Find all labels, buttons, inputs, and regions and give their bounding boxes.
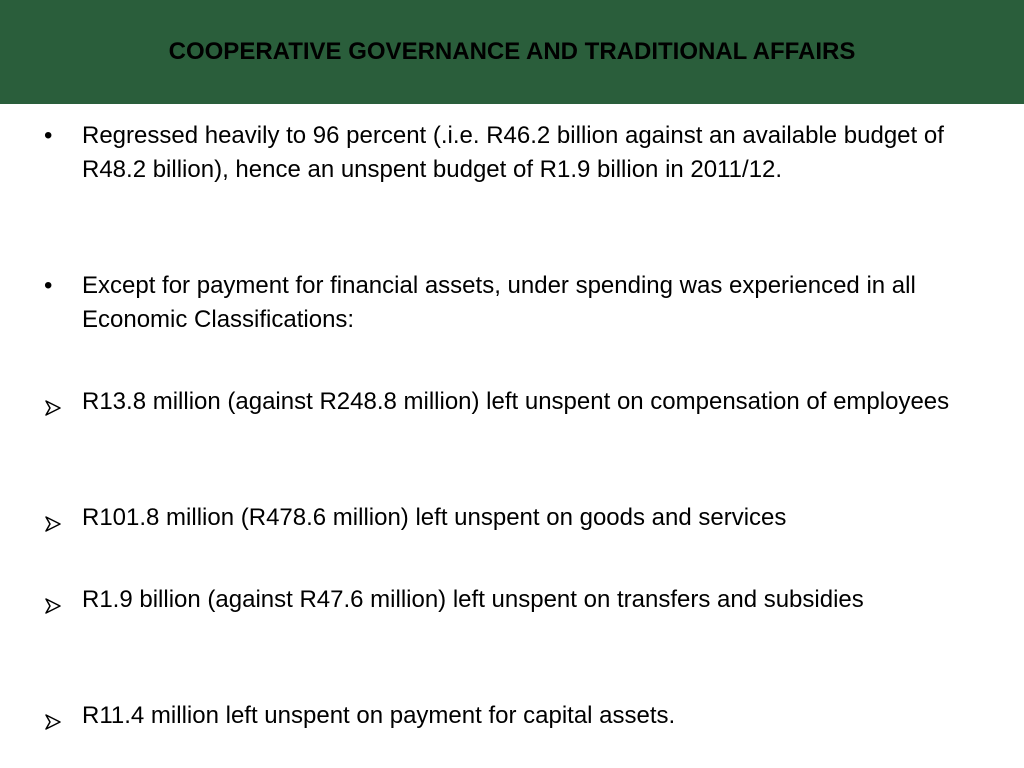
arrow-bullet-icon [44, 707, 62, 725]
arrow-bullet-icon [44, 393, 62, 411]
title-bar [0, 0, 1024, 104]
arrow-item-text: R1.9 billion (against R47.6 million) left unspent on transfers and subsidies [82, 586, 864, 613]
slide-title: COOPERATIVE GOVERNANCE AND TRADITIONAL AFFAIRS [168, 38, 856, 65]
arrow-bullet-icon [44, 509, 62, 527]
slide-body [0, 104, 1024, 768]
bullet-marker: • [44, 272, 53, 299]
bullet-text: Regressed heavily to 96 percent (.i.e. R46.2 billion against an available budget of R48.2 billion), hence an unspent budget of R1.9 billion in 2011/12. [82, 122, 944, 183]
bullet-text: Except for payment for financial assets, under spending was experienced in all Economic Classifications: [82, 272, 916, 333]
arrow-bullet-icon [44, 591, 62, 609]
arrow-item-text: R101.8 million (R478.6 million) left unspent on goods and services [82, 504, 787, 531]
bullet-marker: • [44, 122, 53, 149]
arrow-item-text: R11.4 million left unspent on payment for capital assets. [82, 702, 676, 729]
arrow-item-text: R13.8 million (against R248.8 million) left unspent on compensation of employees [82, 388, 950, 415]
